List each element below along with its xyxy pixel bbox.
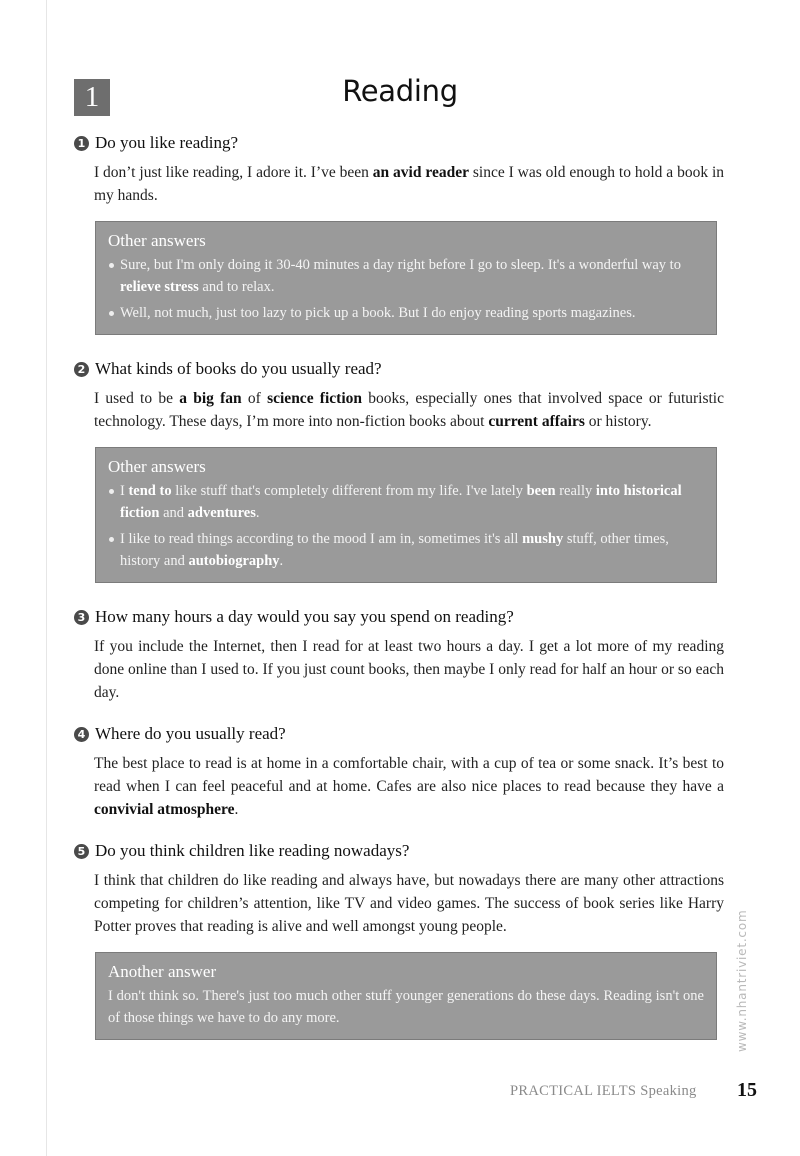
question-number-icon: 3 [74, 610, 89, 625]
other-answers-box [95, 221, 717, 335]
other-answer-item: I tend to like stuff that's completely different from my life. I've lately been really into historical fiction and adventures. [108, 480, 704, 524]
another-answer-text: I don't think so. There's just too much other stuff younger generations do these days. Reading isn't one of those things we have to do any more. [108, 988, 704, 1026]
box-title: Other answers [108, 231, 206, 250]
question [74, 357, 724, 381]
answer-text: I think that children do like reading and always have, but nowadays there are many other attractions competing for children’s attention, like TV and video games. The success of book series like Harry Potter proves that reading is alive and well amongst young people. [94, 872, 724, 935]
question-text: Do you think children like reading nowadays? [95, 841, 410, 860]
question [74, 839, 724, 863]
page-title: Reading [342, 74, 458, 108]
qa-item-5 [74, 839, 724, 1040]
page-edge [46, 0, 47, 1156]
qa-item-2 [74, 357, 724, 583]
question-number-icon: 2 [74, 362, 89, 377]
question [74, 605, 724, 629]
question-text: Do you like reading? [95, 133, 239, 152]
qa-content [74, 131, 724, 1062]
question-text: Where do you usually read? [95, 724, 286, 743]
answer-text: I don’t just like reading, I adore it. I’ve been an avid reader since I was old enough to hold a book in my hands. [94, 164, 725, 204]
page-number: 15 [737, 1079, 757, 1101]
question-number-icon: 1 [74, 136, 89, 151]
footer-book-title: PRACTICAL IELTS Speaking [510, 1083, 697, 1099]
question-number-icon: 4 [74, 727, 89, 742]
other-answer-item: Well, not much, just too lazy to pick up a book. But I do enjoy reading sports magazines. [108, 302, 704, 324]
other-answer-item: I like to read things according to the mood I am in, sometimes it's all mushy stuff, other times, history and autobiography. [108, 528, 704, 572]
box-title: Other answers [108, 457, 206, 476]
question-text: What kinds of books do you usually read? [95, 359, 382, 378]
question [74, 722, 724, 746]
answer-text: If you include the Internet, then I read for at least two hours a day. I get a lot more of my reading done online than I used to. If you just count books, then maybe I only read for half an hour or so each day. [94, 638, 724, 701]
chapter-number-badge: 1 [74, 79, 110, 116]
box-title: Another answer [108, 962, 217, 981]
qa-item-1 [74, 131, 724, 335]
other-answers-box [95, 447, 717, 583]
another-answer-box [95, 952, 717, 1040]
watermark: www.nhantriviet.com [735, 909, 749, 1052]
question-number-icon: 5 [74, 844, 89, 859]
question [74, 131, 724, 155]
qa-item-3 [74, 605, 724, 704]
other-answer-item: Sure, but I'm only doing it 30-40 minutes a day right before I go to sleep. It's a wonderful way to relieve stress and to relax. [108, 254, 704, 298]
answer-text: The best place to read is at home in a comfortable chair, with a cup of tea or some snack. It’s best to read when I can feel peaceful and at home. Cafes are also nice places to read because they have a convivial atmosphere. [94, 755, 724, 818]
answer-text: I used to be a big fan of science fiction books, especially ones that involved space or futuristic technology. These days, I’m more into non-fiction books about current affairs or history. [94, 390, 724, 430]
question-text: How many hours a day would you say you spend on reading? [95, 607, 514, 626]
qa-item-4 [74, 722, 724, 821]
